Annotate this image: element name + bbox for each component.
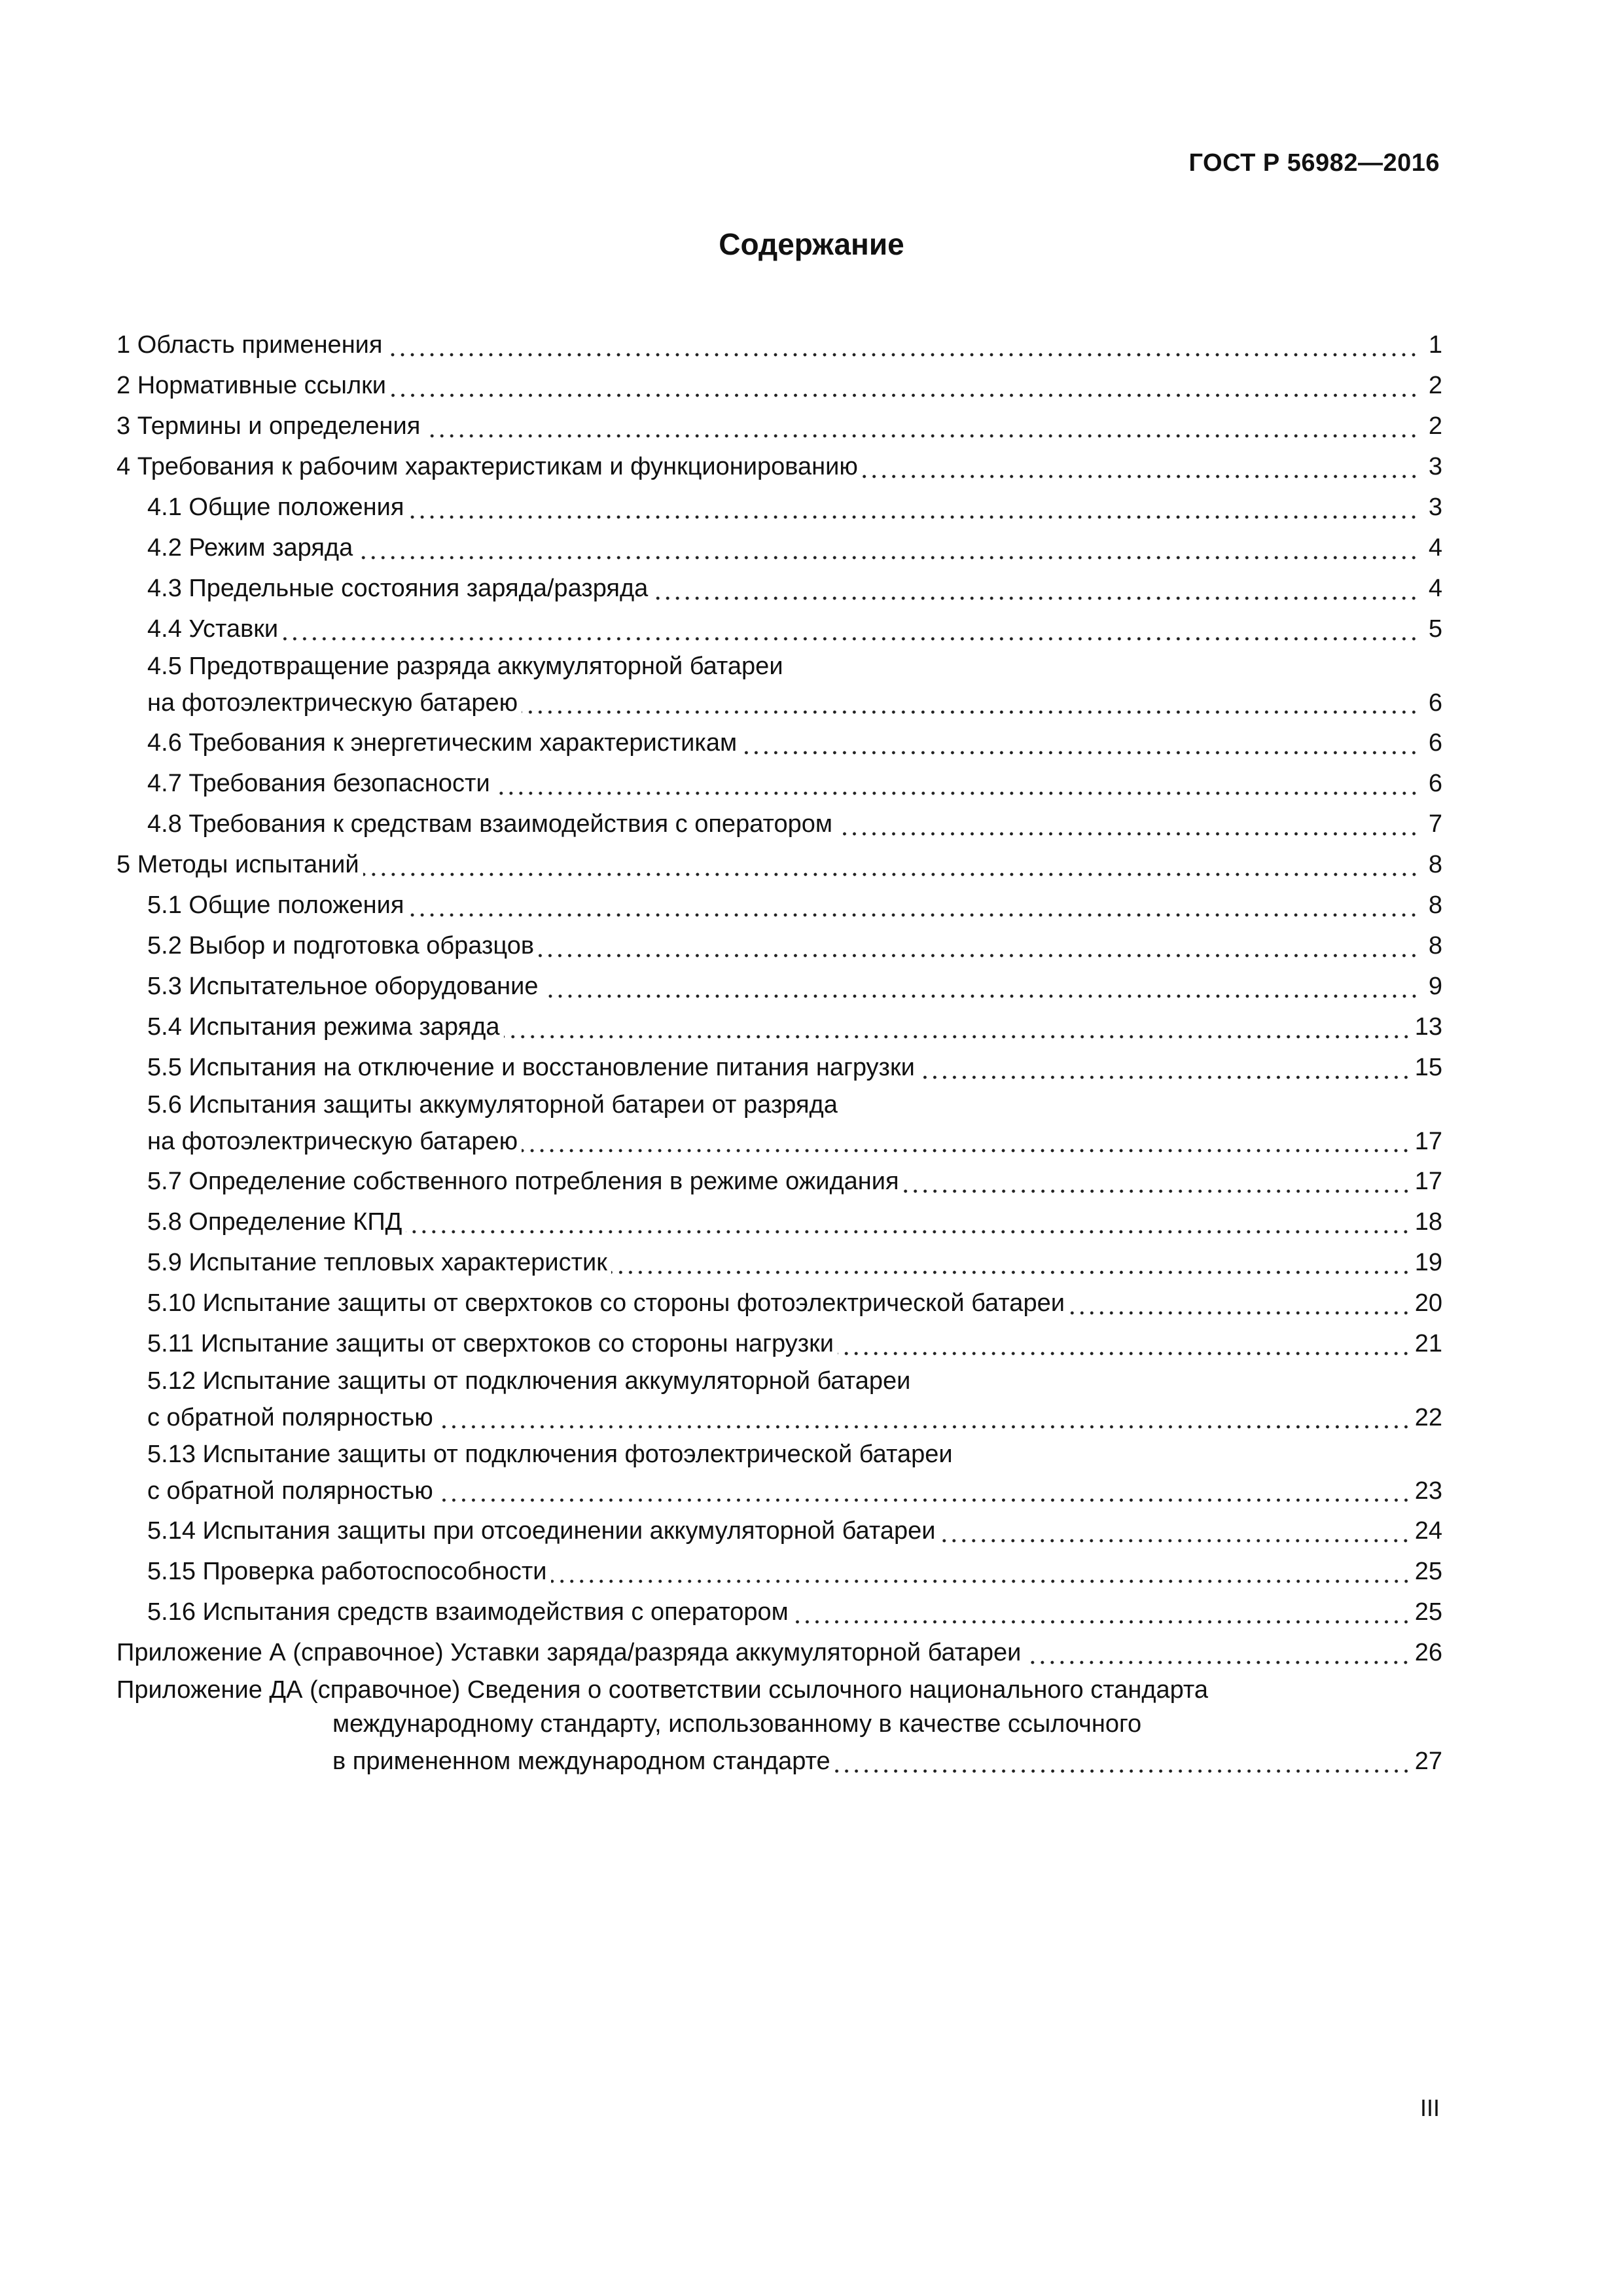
toc-entry[interactable] — [116, 1007, 1442, 1047]
toc-entry[interactable] — [116, 925, 1442, 966]
toc-entry-text: 5.11 Испытание защиты от сверхтоков со стороны нагрузки — [147, 1330, 834, 1357]
toc-entry-text: в примененном международном стандарте — [332, 1748, 830, 1775]
toc-entry[interactable] — [116, 487, 1442, 528]
toc-page-number: 21 — [1414, 1330, 1442, 1357]
toc-entry-text: 5.4 Испытания режима заряда — [147, 1013, 500, 1041]
toc-leader-dots — [522, 690, 1419, 715]
toc-entry-text: 4.4 Уставки — [147, 615, 279, 643]
toc-leader-dots — [363, 852, 1419, 877]
toc-entry[interactable] — [116, 804, 1442, 844]
toc-leader-dots — [437, 1405, 1411, 1429]
toc-entry-text: 5 Методы испытаний — [116, 851, 359, 878]
toc-entry[interactable] — [116, 1283, 1442, 1323]
toc-leader-dots — [494, 771, 1419, 796]
toc-page-number: 25 — [1414, 1598, 1442, 1626]
toc-entry-text: Приложение ДА (справочное) Сведения о соответствии ссылочного национального стандарта — [116, 1676, 1209, 1704]
toc-entry-text: на фотоэлектрическую батарею — [147, 1128, 518, 1155]
toc-entry[interactable] — [116, 1511, 1442, 1551]
toc-page-number: 20 — [1414, 1289, 1442, 1317]
toc-entry-text: 5.10 Испытание защиты от сверхтоков со стороны фотоэлектрической батареи — [147, 1289, 1065, 1317]
toc-entry-text: с обратной полярностью — [147, 1477, 433, 1505]
toc-page-number: 13 — [1414, 1013, 1442, 1041]
toc-entry[interactable] — [116, 528, 1442, 568]
toc-page-number: 4 — [1428, 534, 1442, 562]
toc-entry-text: с обратной полярностью — [147, 1404, 433, 1431]
toc-entry-text: 4 Требования к рабочим характеристикам и функционированию — [116, 453, 858, 480]
toc-leader-dots — [793, 1600, 1411, 1624]
toc-page-number: 8 — [1428, 851, 1442, 878]
toc-page-number: 17 — [1414, 1168, 1442, 1195]
toc-page-number: 22 — [1414, 1404, 1442, 1431]
toc-leader-dots — [424, 414, 1419, 439]
toc-leader-dots — [282, 617, 1419, 641]
toc-leader-dots — [408, 893, 1419, 918]
toc-leader-dots — [834, 1749, 1411, 1774]
toc-entry[interactable] — [116, 325, 1442, 365]
toc-page-number: 7 — [1428, 810, 1442, 838]
toc-entry[interactable] — [116, 844, 1442, 885]
toc-page-number: 6 — [1428, 770, 1442, 797]
page-number: III — [1419, 2094, 1440, 2121]
table-of-contents — [116, 325, 1442, 1782]
toc-entry[interactable] — [116, 1242, 1442, 1283]
toc-leader-dots — [919, 1055, 1411, 1080]
toc-entry-text: 3 Термины и определения — [116, 412, 421, 440]
toc-page-number: 8 — [1428, 891, 1442, 919]
toc-entry-text: на фотоэлектрическую батарею — [147, 689, 518, 717]
toc-page-number: 3 — [1428, 453, 1442, 480]
toc-entry-text: 5.3 Испытательное оборудование — [147, 973, 539, 1000]
toc-leader-dots — [741, 730, 1419, 755]
toc-entry-text: 4.3 Предельные состояния заряда/разряда — [147, 575, 649, 602]
toc-leader-dots — [390, 373, 1419, 398]
toc-leader-dots — [862, 454, 1419, 479]
toc-entry-text: 4.5 Предотвращение разряда аккумуляторной батареи — [147, 653, 783, 680]
toc-page-number: 2 — [1428, 412, 1442, 440]
toc-leader-dots — [504, 1014, 1411, 1039]
toc-entry-text: 5.12 Испытание защиты от подключения аккумуляторной батареи — [147, 1367, 911, 1395]
document-code: ГОСТ Р 56982—2016 — [1188, 149, 1440, 177]
toc-entry[interactable] — [116, 723, 1442, 763]
toc-page-number: 3 — [1428, 493, 1442, 521]
toc-entry[interactable] — [116, 763, 1442, 804]
toc-leader-dots — [386, 332, 1419, 357]
toc-entry-text: 1 Область применения — [116, 331, 383, 359]
toc-page-number: 2 — [1428, 372, 1442, 399]
toc-entry-text: 5.14 Испытания защиты при отсоединении аккумуляторной батареи — [147, 1517, 936, 1545]
toc-entry-text: международному стандарту, использованному в качестве ссылочного — [332, 1710, 1142, 1738]
toc-page-number: 4 — [1428, 575, 1442, 602]
toc-entry[interactable] — [116, 1088, 1442, 1161]
toc-entry[interactable] — [116, 365, 1442, 406]
toc-title: Содержание — [719, 227, 904, 261]
toc-entry[interactable] — [116, 966, 1442, 1007]
toc-entry[interactable] — [116, 406, 1442, 446]
toc-leader-dots — [543, 974, 1419, 999]
toc-entry-text: 4.8 Требования к средствам взаимодействия с оператором — [147, 810, 833, 838]
toc-entry-text: 5.13 Испытание защиты от подключения фотоэлектрической батареи — [147, 1441, 953, 1468]
toc-entry-text: 4.6 Требования к энергетическим характеристикам — [147, 729, 738, 757]
toc-entry-text: 5.15 Проверка работоспособности — [147, 1558, 547, 1585]
toc-leader-dots — [652, 576, 1419, 601]
toc-entry-text: 5.8 Определение КПД — [147, 1208, 402, 1236]
toc-page-number: 5 — [1428, 615, 1442, 643]
toc-page-number: 25 — [1414, 1558, 1442, 1585]
toc-entry-text: 5.9 Испытание тепловых характеристик — [147, 1249, 607, 1276]
toc-page-number: 19 — [1414, 1249, 1442, 1276]
toc-page-number: 23 — [1414, 1477, 1442, 1505]
toc-entry[interactable] — [116, 1364, 1442, 1437]
toc-entry[interactable] — [116, 1551, 1442, 1592]
toc-entry[interactable] — [116, 1047, 1442, 1088]
toc-entry[interactable] — [116, 609, 1442, 649]
toc-entry[interactable] — [116, 885, 1442, 925]
toc-page-number: 24 — [1414, 1517, 1442, 1545]
toc-page-number: 18 — [1414, 1208, 1442, 1236]
toc-entry[interactable] — [116, 649, 1442, 723]
toc-leader-dots — [357, 535, 1419, 560]
toc-entry[interactable] — [116, 1632, 1442, 1673]
toc-entry[interactable] — [116, 1161, 1442, 1202]
toc-leader-dots — [1069, 1291, 1411, 1316]
toc-leader-dots — [538, 933, 1419, 958]
toc-entry[interactable] — [116, 1323, 1442, 1364]
toc-page-number: 9 — [1428, 973, 1442, 1000]
toc-entry-text: 5.7 Определение собственного потребления в режиме ожидания — [147, 1168, 899, 1195]
toc-page-number: 26 — [1414, 1639, 1442, 1666]
toc-entry-text: 5.5 Испытания на отключение и восстановление питания нагрузки — [147, 1054, 915, 1081]
toc-leader-dots — [611, 1250, 1411, 1275]
toc-entry-text: Приложение А (справочное) Уставки заряда/разряда аккумуляторной батареи — [116, 1639, 1022, 1666]
toc-entry[interactable] — [116, 446, 1442, 487]
toc-entry[interactable] — [116, 1592, 1442, 1632]
toc-entry[interactable] — [116, 1673, 1442, 1782]
toc-page-number: 1 — [1428, 331, 1442, 359]
toc-entry-text: 5.1 Общие положения — [147, 891, 404, 919]
toc-entry[interactable] — [116, 568, 1442, 609]
toc-entry-text: 4.1 Общие положения — [147, 493, 404, 521]
toc-entry-text: 4.2 Режим заряда — [147, 534, 353, 562]
toc-entry-text: 2 Нормативные ссылки — [116, 372, 386, 399]
toc-leader-dots — [437, 1478, 1411, 1503]
toc-leader-dots — [903, 1169, 1411, 1194]
toc-entry-text: 5.2 Выбор и подготовка образцов — [147, 932, 535, 960]
toc-leader-dots — [836, 812, 1419, 836]
toc-page-number: 6 — [1428, 729, 1442, 757]
toc-entry[interactable] — [116, 1202, 1442, 1242]
toc-leader-dots — [522, 1128, 1411, 1153]
toc-leader-dots — [1025, 1640, 1410, 1665]
toc-page-number: 17 — [1414, 1128, 1442, 1155]
toc-entry[interactable] — [116, 1437, 1442, 1511]
toc-page-number: 8 — [1428, 932, 1442, 960]
toc-leader-dots — [406, 1210, 1410, 1234]
toc-page-number: 15 — [1414, 1054, 1442, 1081]
toc-page-number: 27 — [1414, 1748, 1442, 1775]
toc-leader-dots — [939, 1518, 1410, 1543]
toc-entry-text: 4.7 Требования безопасности — [147, 770, 490, 797]
toc-leader-dots — [551, 1559, 1411, 1584]
toc-page-number: 6 — [1428, 689, 1442, 717]
toc-leader-dots — [838, 1331, 1411, 1356]
toc-entry-text: 5.6 Испытания защиты аккумуляторной батареи от разряда — [147, 1091, 838, 1119]
toc-entry-text: 5.16 Испытания средств взаимодействия с оператором — [147, 1598, 789, 1626]
toc-leader-dots — [408, 495, 1419, 520]
